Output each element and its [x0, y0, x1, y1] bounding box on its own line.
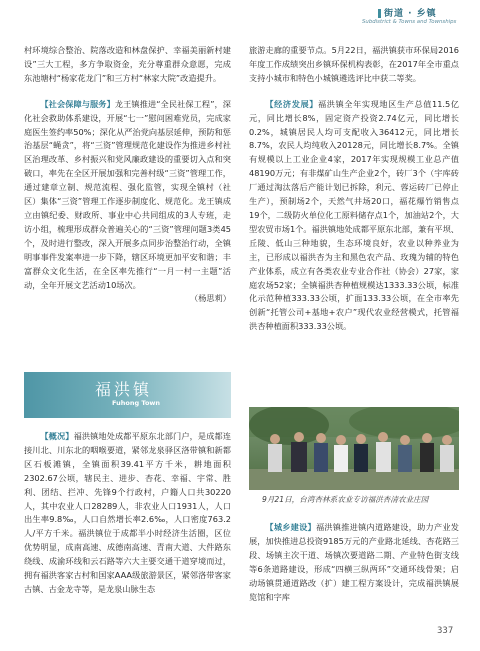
right-column-top: [249, 44, 459, 334]
intro-paragraph: 村环境综合整治、院落改造和林盘保护、幸福美丽新村建设”三大工程，多方争取资金，充分尊重群众意愿，完成东池塘村“杨家花龙门”和三方村“林家大院”改造提升。: [24, 45, 231, 83]
photo-caption: 9月21日，台湾杏林系农业专访福洪杏清农业庄园: [262, 495, 429, 504]
author-signature: （杨思莉）: [190, 293, 231, 304]
economy-tag: 【经济发展】: [265, 98, 318, 109]
visit-photo: [249, 407, 459, 490]
economy-paragraph: [249, 98, 459, 334]
section-title: 街道 · 乡镇: [384, 9, 437, 19]
urban-construction-paragraph: [249, 521, 459, 604]
overview-body: 福洪镇地处成都平原东北部门户，是成都连接川北、川东北的咽喉要道，紧邻龙泉驿区洛带镇和新都区石板滩镇，全镇面积39.41平方千米，耕地面积2302.67公顷，辖民主、进步、杏花、幸福、宇常、胜利、团结、拦冲、先锋9个行政村，户籍人口共30220人，其中农业人口28289人，非农业人口1931人，人口出生率9.8‰，人口自然增长率2.6‰，人口密度763.2人/平方千米。福洪镇位于成都半小时经济生活圈，区位优势明显，成南高速、成德南高速、青南大道、大件路东绕线、成渝环线和云石路等六大主要交通干道穿境而过，拥有福洪客家古村和国家AAA级旅游景区，紧邻洛带客家古镇、古金龙寺等，是龙泉山脉生态: [24, 431, 231, 594]
left-column-top: [24, 44, 231, 306]
town-name: 福洪镇: [95, 380, 153, 399]
right-column-bottom: [249, 521, 459, 604]
left-column-bottom: [24, 430, 231, 597]
tourism-paragraph: 旅游走廊的重要节点。5月22日，福洪镇获市环保局2016年度工作成绩突出乡镇环保机构表彰，在2017年全市重点支持小城市和特色小城镇遴选评比中获二等奖。: [249, 45, 459, 83]
town-banner: [24, 372, 231, 418]
visit-photo-illustration: [249, 407, 459, 490]
overview-paragraph: [24, 430, 231, 597]
social-security-body: 龙王镇推进“全民社保工程”，深化社会救助体系建设，开展“七一”慰问困难党员，完成家庭医生签约率50%；深化从严治党向基层延伸，预防和惩治基层“蝇贪”，将“三资”管理规范化建设作为推进乡村社区治理改革、乡村振兴和党风廉政建设的重要切入点和突破口，率先在全区开展加强和完善村级“三资”管理工作，通过建章立制、规范流程、强化监管，实现全镇村（社区）集体“三资”管理工作逐步制度化、规范化。龙王镇成立由镇纪委、财政所、事业中心共同组成的3人专班，走访小组，梳理形成群众普遍关心的“三资”管理问题3类45个，及时进行整改，深入开展多点同步治整治行动，全镇明事事件发案率进一步下降，辖区环境更加平安和谐；丰富群众文化生活，在全区率先推行“一月一村一主题”活动，全年开展文艺活动10场次。: [24, 98, 231, 290]
town-name-english: Fuhong Town: [112, 399, 161, 407]
economy-body: 福洪镇全年实现地区生产总值11.5亿元，同比增长8%，固定资产投资2.74亿元，同比增长0.2%，城镇居民人均可支配收入36412元，同比增长8.7%，农民人均纯收入20128元，同比增长8.7%。全镇有规模以上工业企业4家，2017年实现规模工业总产值48190万元；有非煤矿山生产企业2个，砖厂3个（宇库砖厂通过淘汰落后产能计划已拆除，利元、蓉运砖厂已停止生产），预制场2个，天然气井场20口，福花爆竹销售点19个，二级防火单位化工原料储存点1个，加油站2个，大型农贸市场1个。福洪镇地处成都平原东北部，兼有平坝、丘陵、低山三种地貌，生态环境良好，农业以种养业为主，已形成以福洪杏为主和黑色农产品、玫瑰为辅的特色产业体系，成立有各类农业专业合作社（协会）27家，家庭农场52家；全镇福洪杏种植规模达1333.33公顷，标准化示范种植333.33公顷，扩面133.33公顷，在全市率先创新“托管公司+基地+农户”现代农业经营模式，托管福洪杏种植面积333.33公顷。: [249, 98, 459, 332]
social-security-paragraph: [24, 98, 231, 293]
page-number: 337: [437, 626, 454, 636]
header-accent-bar: [378, 9, 381, 18]
urban-construction-body: 福洪镇推进镇内道路建设，助力产业发展，加快推进总投资9185万元的产业路北延线、杏花路三段、场镇主次干道、场镇次要道路二期、产业特色街支线等6条道路建设，形成“四横三纵两环”交通环线骨架；启动场镇贯通道路改（扩）建工程方案设计，完成福洪镇展览馆和字库: [249, 522, 459, 602]
social-security-tag: 【社会保障与服务】: [40, 98, 115, 109]
overview-tag: 【概况】: [40, 431, 74, 441]
section-subtitle: Subdistrict & Towns and Townships: [362, 19, 457, 25]
urban-construction-tag: 【城乡建设】: [265, 522, 316, 532]
